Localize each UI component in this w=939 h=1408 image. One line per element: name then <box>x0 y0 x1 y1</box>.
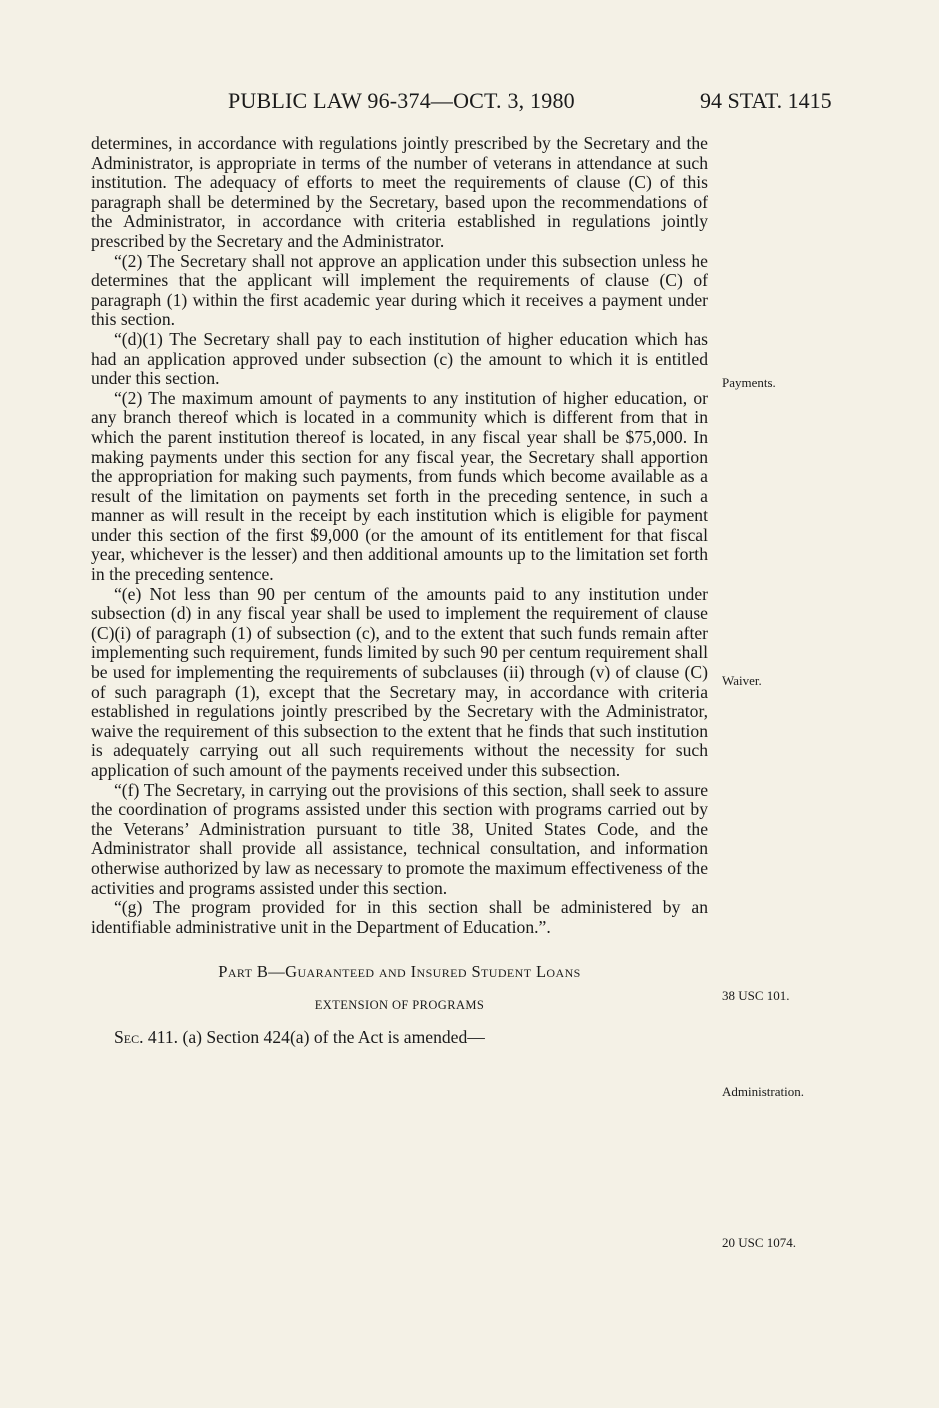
margin-note-20-usc: 20 USC 1074. <box>722 1235 797 1250</box>
header-title: PUBLIC LAW 96-374—OCT. 3, 1980 <box>228 88 575 113</box>
paragraph-4: “(2) The maximum amount of payments to any institution of higher education, or any branch thereof which is located in a community which is different from that in which the parent institution thereof is located, in any fiscal year shall be $75,000. In making payments under this section for any fiscal year, the Secretary shall apportion the appropriation for making such payments, from funds which become available as a result of the limitation on payments set forth in the preceding sentence, in such a manner as will result in the receipt by each institution which is eligible for payment under this section of the first $9,000 (or the amount of its entitlement for that fiscal year, whichever is the lesser) and then additional amounts up to the limitation set forth in the preceding sentence. <box>91 387 708 585</box>
margin-note-38-usc: 38 USC 101. <box>722 988 790 1003</box>
sub-heading: EXTENSION OF PROGRAMS <box>314 998 485 1013</box>
paragraph-3: “(d)(1) The Secretary shall pay to each institution of higher education which has had an application approved under subsection (c) the amount to which it is entitled under this section. <box>91 328 708 389</box>
margin-note-waiver: Waiver. <box>722 673 762 688</box>
part-heading: Part B—Guaranteed and Insured Student Loans <box>218 962 581 982</box>
paragraph-1: determines, in accordance with regulations jointly prescribed by the Secretary and the Administrator, is appropriate in terms of the number of veterans in attendance at such institution. The adequacy of efforts to meet the requirements of clause (C) of this paragraph shall be determined by the Secretary, based upon the recommendations of the Administrator, in accordance with criteria established in regulations jointly prescribed by the Secretary and the Administrator. <box>91 133 708 251</box>
page-header <box>0 88 939 118</box>
section-line <box>91 1028 708 1048</box>
section-text: (a) Section 424(a) of the Act is amended— <box>178 1027 485 1048</box>
paragraph-5: “(e) Not less than 90 per centum of the amounts paid to any institution under subsection (d) in any fiscal year shall be used to implement the requirement of clause (C)(i) of paragraph (1) of subsection (c), and to the extent that such funds remain after implementing such requirement, funds limited by such 90 per centum requirement shall be used for implementing the requirements of subclauses (ii) through (v) of clause (C) of such paragraph (1), except that the Secretary may, in accordance with criteria established in regulations jointly prescribed by the Secretary with the Administrator, waive the requirement of this subsection to the extent that he finds that such institution is adequately carrying out all such requirements without the necessity for such application of such amount of the payments received under this subsection. <box>91 583 708 780</box>
paragraph-7: “(g) The program provided for in this section shall be administered by an identifiable administrative unit in the Department of Education.”. <box>91 897 708 937</box>
margin-note-administration: Administration. <box>722 1084 804 1099</box>
paragraph-6: “(f) The Secretary, in carrying out the provisions of this section, shall seek to assure the coordination of programs assisted under this section with programs carried out by the Veterans’ Administration pursuant to title 38, United States Code, and the Administrator shall provide all assistance, technical consultation, and information otherwise authorized by law as necessary to promote the maximum effectiveness of the activities and programs assisted under this section. <box>91 779 708 898</box>
section-label: Sec. 411. <box>114 1027 179 1048</box>
header-stat-citation: 94 STAT. 1415 <box>700 88 832 113</box>
margin-note-payments: Payments. <box>722 375 776 390</box>
paragraph-2: “(2) The Secretary shall not approve an application under this subsection unless he determines that the applicant will implement the requirements of clause (C) of paragraph (1) within the first academic year during which it receives a payment under this section. <box>91 250 708 330</box>
body-text <box>91 134 708 1048</box>
